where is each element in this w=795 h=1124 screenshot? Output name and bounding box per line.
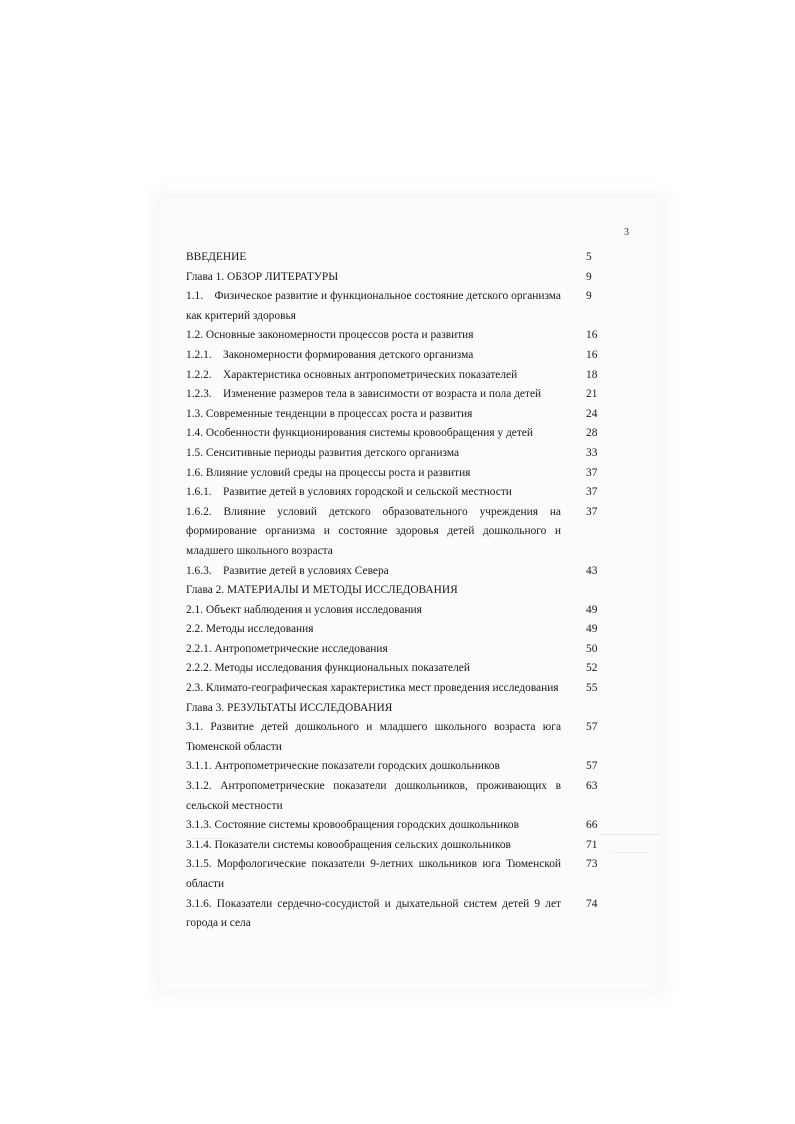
toc-entry-page: 21 [586,388,598,401]
toc-entry-title: 3.1.6. Показатели сердечно-сосудистой и дыхательной систем детей 9 лет города и села [186,897,561,930]
toc-entry-page: 73 [586,858,598,871]
toc-entry-page: 24 [586,407,598,420]
toc-entry [186,659,606,679]
toc-entry-page: 37 [586,505,598,518]
toc-entry-page: 16 [586,348,598,361]
toc-entry [186,640,606,660]
toc-entry-title: 1.2.1. Закономерности формирования детского организма [186,348,474,361]
toc-entry-page: 37 [586,466,598,479]
toc-entry-title: 1.2. Основные закономерности процессов роста и развития [186,329,474,342]
toc-entry [186,581,606,601]
toc-entry-page: 57 [586,760,598,773]
toc-entry-title: 3.1.3. Состояние системы кровообращения городских дошкольников [186,819,519,832]
page-number: 3 [624,227,629,238]
toc-entry [186,620,606,640]
toc-entry-title: 1.2.3. Изменение размеров тела в зависимости от возраста и пола детей [186,388,542,401]
toc-entry-page: 66 [586,819,598,832]
toc-entry-page: 49 [586,623,598,636]
toc-entry-page: 18 [586,368,598,381]
toc-entry-title: 1.6.3. Развитие детей в условиях Севера [186,564,389,577]
toc-entry [186,718,606,757]
toc-entry-page: 50 [586,642,598,655]
toc-entry-page: 43 [586,564,598,577]
toc-entry-title: 3.1. Развитие детей дошкольного и младшего школьного возраста юга Тюменской области [186,721,561,753]
toc-entry [186,248,606,268]
toc-entry [186,777,606,816]
toc-entry [186,836,606,856]
toc-entry-title: 1.1. Физическое развитие и функциональное состояние детского организма как критерий здоровья [186,290,561,322]
toc-entry-title: 1.6.1. Развитие детей в условиях городской и сельской местности [186,486,512,499]
toc-entry-page: 74 [586,897,598,910]
toc-entry [186,405,606,425]
toc-entry-title: 1.2.2. Характеристика основных антропометрических показателей [186,368,518,381]
toc-entry [186,699,606,719]
toc-entry-title: 3.1.1. Антропометрические показатели городских дошкольников [186,760,500,773]
scan-noise [600,834,660,835]
toc-entry [186,562,606,582]
toc-entry [186,424,606,444]
toc-entry [186,855,606,894]
toc-entry-page: 37 [586,486,598,499]
toc-entry-page: 52 [586,662,598,675]
toc-entry-page: 16 [586,329,598,342]
toc-entry-page: 71 [586,838,598,851]
toc-entry-title: 3.1.4. Показатели системы ковообращения сельских дошкольников [186,838,511,851]
toc-entry [186,366,606,386]
toc-entry [186,346,606,366]
toc-entry [186,287,606,326]
toc-entry [186,483,606,503]
toc-entry-title: 2.2.1. Антропометрические исследования [186,642,388,655]
toc-entry-page: 49 [586,603,598,616]
toc-entry [186,444,606,464]
toc-entry-title: 2.1. Объект наблюдения и условия исследования [186,603,422,616]
toc-entry-title: 1.3. Современные тенденции в процессах роста и развития [186,407,473,420]
toc-entry [186,895,606,934]
toc-entry [186,679,606,699]
toc-entry [186,464,606,484]
toc-entry-title: 3.1.5. Морфологические показатели 9-летних школьников юга Тюменской области [186,858,561,890]
toc-entry-page: 63 [586,780,598,793]
toc-entry [186,503,606,562]
toc-entry-title: 3.1.2. Антропометрические показатели дошкольников, проживающих в сельской местности [186,780,561,812]
toc-entry-title: 2.3. Климато-географическая характеристика мест проведения исследования [186,682,559,695]
toc-entry [186,601,606,621]
toc-entry-page: 55 [586,682,598,695]
toc-entry [186,816,606,836]
toc-entry-title: 2.2.2. Методы исследования функциональных показателей [186,662,470,675]
toc-entry-title: 1.5. Сенситивные периоды развития детского организма [186,446,460,459]
toc-entry-title: 1.6. Влияние условий среды на процессы роста и развития [186,466,471,479]
toc-entry-title: Глава 2. МАТЕРИАЛЫ И МЕТОДЫ ИССЛЕДОВАНИЯ [186,584,458,597]
table-of-contents [186,248,606,934]
toc-entry-title: 1.6.2. Влияние условий детского образовательного учреждения на формирование организма и состояние здоровья детей дошкольного и младшего школьного возраста [186,505,561,557]
toc-entry [186,326,606,346]
toc-entry [186,268,606,288]
toc-entry-page: 9 [586,270,592,283]
toc-entry-page: 9 [586,290,592,303]
toc-entry-page: 57 [586,721,598,734]
scan-noise [610,852,650,853]
toc-entry [186,757,606,777]
toc-entry-page: 28 [586,427,598,440]
toc-entry-title: 1.4. Особенности функционирования системы кровообращения у детей [186,427,533,440]
toc-entry-title: 2.2. Методы исследования [186,623,314,636]
toc-entry-title: Глава 3. РЕЗУЛЬТАТЫ ИССЛЕДОВАНИЯ [186,701,393,714]
toc-entry-page: 33 [586,446,598,459]
toc-entry-page: 5 [586,251,592,263]
toc-entry-title: ВВЕДЕНИЕ [186,251,247,263]
toc-entry [186,385,606,405]
toc-entry-title: Глава 1. ОБЗОР ЛИТЕРАТУРЫ [186,270,339,283]
